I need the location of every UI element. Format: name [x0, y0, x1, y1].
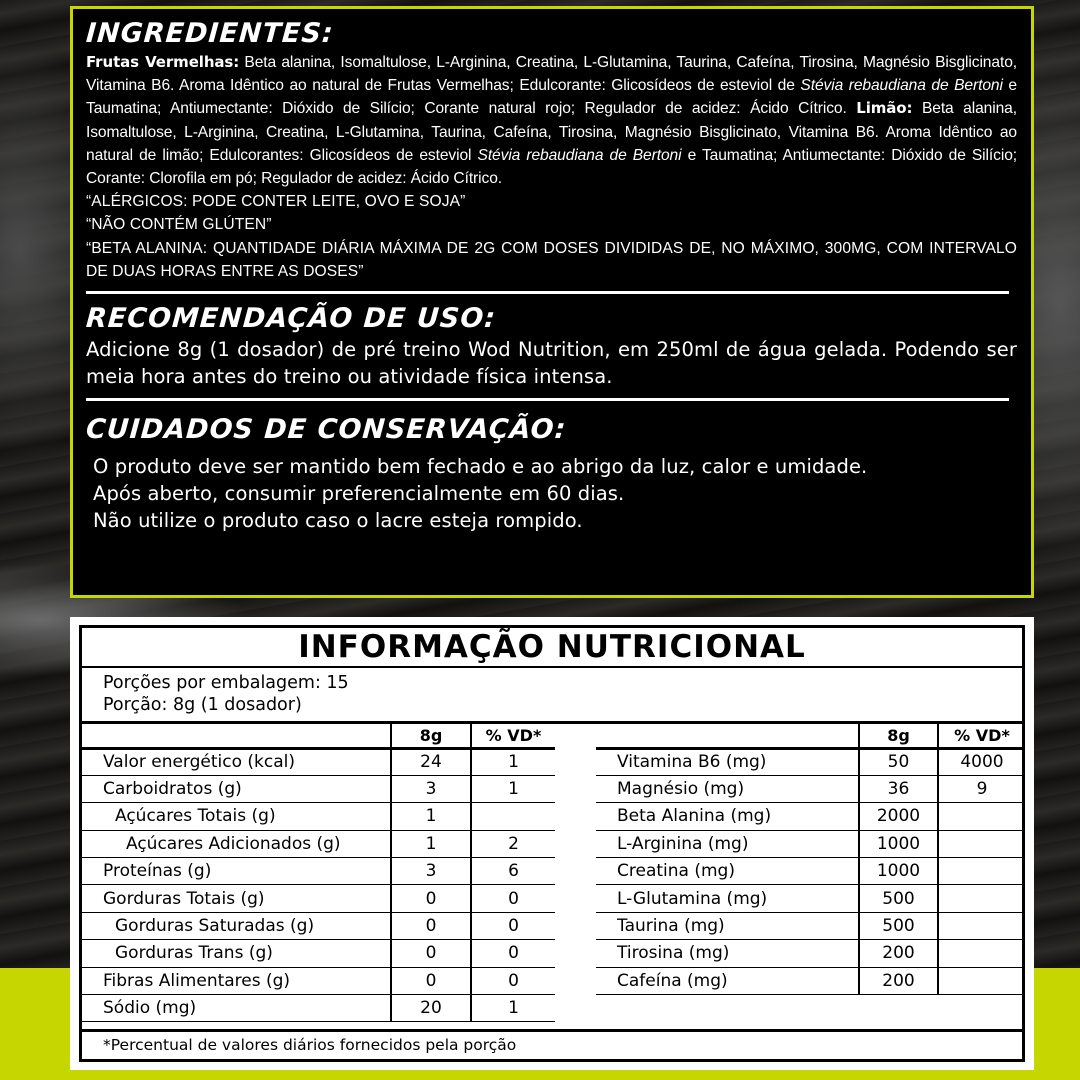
nutrition-facts-table: [79, 625, 1025, 1062]
beta-alanine-warning: “BETA ALANINA: QUANTIDADE DIÁRIA MÁXIMA DE 2G COM DOSES DIVIDIDAS DE, NO MÁXIMO, 300MG, COM INTERVALO DE DUAS HORAS ENTRE AS DOSES”: [86, 239, 1017, 280]
cell-label: Proteínas (g): [82, 858, 391, 885]
table-row: [596, 940, 1025, 967]
cell-label: Gorduras Totais (g): [82, 885, 391, 912]
table-row: [82, 748, 555, 775]
table-row: [596, 803, 1025, 830]
cell-dv: 6: [471, 858, 555, 885]
table-row: [82, 967, 555, 994]
storage-line: Após aberto, consumir preferencialmente em 60 dias.: [93, 482, 625, 506]
cell-label: Tirosina (mg): [596, 940, 859, 967]
cell-dv: [938, 912, 1025, 939]
nutrition-panel: [70, 617, 1034, 1070]
cell-dv: 4000: [938, 748, 1025, 775]
flavor-label-frutas-vermelhas: Frutas Vermelhas:: [86, 53, 240, 71]
table-row: [82, 830, 555, 857]
table-row: [82, 995, 555, 1022]
col-header-dv: % VD*: [938, 724, 1025, 748]
cell-amount: 0: [391, 940, 471, 967]
cell-label: Magnésio (mg): [596, 775, 859, 802]
nutrition-table-left: [82, 724, 555, 1022]
cell-dv: [938, 858, 1025, 885]
table-row: [596, 775, 1025, 802]
flavor-label-limao: Limão:: [856, 99, 913, 118]
col-header-amount: 8g: [859, 724, 938, 748]
cell-amount: 0: [391, 885, 471, 912]
cell-amount: 3: [391, 775, 471, 802]
gluten-warning: “NÃO CONTÉM GLÚTEN”: [86, 216, 272, 234]
table-row: [596, 830, 1025, 857]
storage-title: CUIDADOS DE CONSERVAÇÃO:: [84, 414, 568, 446]
cell-label: Taurina (mg): [596, 912, 859, 939]
table-row: [596, 912, 1025, 939]
cell-amount: 0: [391, 912, 471, 939]
table-row: [596, 858, 1025, 885]
cell-label: Gorduras Trans (g): [82, 940, 391, 967]
cell-label: L-Glutamina (mg): [596, 885, 859, 912]
product-info-panel: [70, 6, 1034, 598]
cell-amount: 200: [859, 967, 938, 994]
cell-dv: [938, 940, 1025, 967]
cell-label: Gorduras Saturadas (g): [82, 912, 391, 939]
cell-amount: 0: [391, 967, 471, 994]
cell-dv: 0: [471, 885, 555, 912]
cell-label: Creatina (mg): [596, 858, 859, 885]
cell-dv: 1: [471, 748, 555, 775]
species-name: Stévia rebaudiana de Bertoni: [477, 146, 682, 164]
nutrition-table-right: [596, 724, 1025, 995]
cell-label: Beta Alanina (mg): [596, 803, 859, 830]
cell-amount: 200: [859, 940, 938, 967]
storage-line: O produto deve ser mantido bem fechado e ao abrigo da luz, calor e umidade.: [93, 455, 868, 479]
cell-dv: [938, 830, 1025, 857]
cell-dv: 1: [471, 995, 555, 1022]
cell-amount: 1: [391, 830, 471, 857]
species-name: Stévia rebaudiana de Bertoni: [800, 77, 1003, 95]
storage-text: [86, 453, 1017, 534]
table-row: [82, 940, 555, 967]
cell-amount: 20: [391, 995, 471, 1022]
usage-title: RECOMENDAÇÃO DE USO:: [84, 303, 498, 335]
cell-label: Carboidratos (g): [82, 775, 391, 802]
table-row: [82, 885, 555, 912]
usage-text: Adicione 8g (1 dosador) de pré treino Wod Nutrition, em 250ml de água gelada. Podendo ser meia hora antes do treino ou atividade física intensa.: [86, 338, 1017, 389]
cell-amount: 36: [859, 775, 938, 802]
cell-dv: [938, 967, 1025, 994]
section-divider: [86, 398, 1009, 401]
cell-amount: 50: [859, 748, 938, 775]
cell-amount: 1000: [859, 830, 938, 857]
table-row: [82, 775, 555, 802]
table-row: [82, 858, 555, 885]
table-row: [82, 912, 555, 939]
nutrition-columns: [82, 724, 1022, 1034]
cell-label: Cafeína (mg): [596, 967, 859, 994]
ingredients-text: Frutas Vermelhas: Beta alanina, Isomaltulose, L-Arginina, Creatina, L-Glutamina, Taurina, Cafeína, Tirosina, Magnésio Bisglicinato, Vitamina B6. Aroma Idêntico ao natural de Frutas Vermelhas; Edulcorante: Glicosídeos de esteviol de Stévia rebaudiana de Bertoni e Taumatina; Antiumectante: Dióxido de Silício; Corante natural rojo; Regulador de acidez: Ácido Cítrico. Limão: Beta alanina, Isomaltulose, L-Arginina, Creatina, L-Glutamina, Taurina, Cafeína, Tirosina, Magnésio Bisglicinato, Vitamina B6. Aroma Idêntico ao natural de limão; Edulcorantes: Glicosídeos de esteviol Stévia rebaudiana de Bertoni e Taumatina; Antiumectante: Dióxido de Silício; Corante: Clorofila em pó; Regulador de acidez: Ácido Cítrico.: [86, 53, 1018, 188]
cell-amount: 2000: [859, 803, 938, 830]
serving-size: Porção: 8g (1 dosador): [103, 695, 302, 715]
cell-label: L-Arginina (mg): [596, 830, 859, 857]
cell-dv: 0: [471, 940, 555, 967]
storage-line: Não utilize o produto caso o lacre esteja rompido.: [93, 509, 583, 533]
table-row: [596, 967, 1025, 994]
cell-label: Sódio (mg): [82, 995, 391, 1022]
serving-info: [82, 668, 1022, 724]
cell-dv: 0: [471, 967, 555, 994]
cell-amount: 3: [391, 858, 471, 885]
table-row: [596, 885, 1025, 912]
cell-amount: 24: [391, 748, 471, 775]
section-divider: [86, 291, 1009, 294]
cell-dv: [471, 803, 555, 830]
cell-label: Vitamina B6 (mg): [596, 748, 859, 775]
cell-dv: 2: [471, 830, 555, 857]
cell-amount: 1: [391, 803, 471, 830]
col-header-dv: % VD*: [471, 724, 555, 748]
cell-label: Fibras Alimentares (g): [82, 967, 391, 994]
cell-amount: 1000: [859, 858, 938, 885]
cell-dv: 1: [471, 775, 555, 802]
cell-amount: 500: [859, 885, 938, 912]
dv-footnote: *Percentual de valores diários fornecidos pela porção: [82, 1029, 1022, 1059]
ingredients-title: INGREDIENTES:: [84, 18, 335, 49]
cell-label: Açúcares Adicionados (g): [82, 830, 391, 857]
cell-dv: [938, 803, 1025, 830]
nutrition-title: INFORMAÇÃO NUTRICIONAL: [82, 628, 1022, 668]
col-header-amount: 8g: [391, 724, 471, 748]
servings-per-package: Porções por embalagem: 15: [103, 673, 349, 693]
table-row: [596, 748, 1025, 775]
cell-amount: 500: [859, 912, 938, 939]
allergens-warning: “ALÉRGICOS: PODE CONTER LEITE, OVO E SOJA”: [86, 193, 466, 211]
cell-dv: [938, 885, 1025, 912]
cell-dv: 9: [938, 775, 1025, 802]
cell-label: Valor energético (kcal): [82, 748, 391, 775]
table-row: [82, 803, 555, 830]
cell-dv: 0: [471, 912, 555, 939]
cell-label: Açúcares Totais (g): [82, 803, 391, 830]
